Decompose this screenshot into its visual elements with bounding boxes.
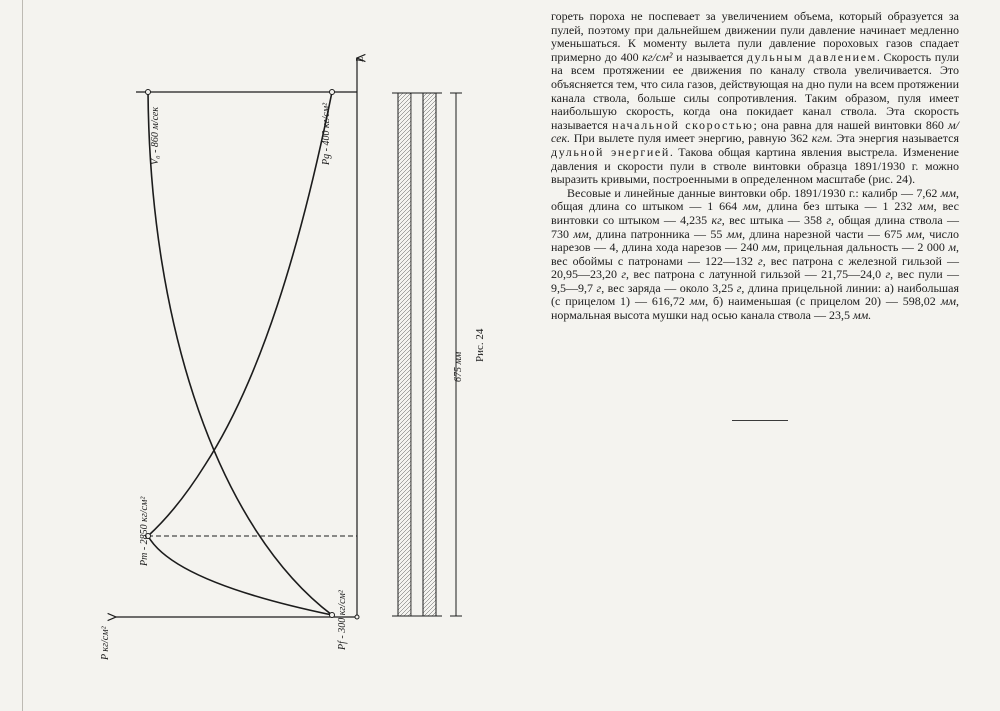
unit-text: мм	[940, 185, 956, 200]
unit-text: м/сек.	[551, 117, 960, 146]
text-run: , вес обоймы с патронами — 122—132	[551, 240, 959, 268]
text-run: Эта энергия называется	[832, 131, 959, 146]
pg-point	[330, 90, 335, 95]
unit-text: г	[885, 267, 891, 282]
l-axis-label: L	[355, 56, 366, 62]
text-run: и называется	[672, 49, 747, 64]
figure-caption: Рис. 24	[474, 328, 486, 362]
paragraph-firing	[551, 10, 959, 187]
unit-text: мм	[689, 294, 706, 309]
unit-text: мм	[906, 226, 922, 241]
spaced-term: дульным давлением	[746, 49, 877, 64]
unit-text: мм	[940, 294, 957, 309]
p-unit-label: P кг/см²	[100, 626, 111, 660]
text-run: гореть пороха не поспевает за увеличением объема, который образуется за пулей, поэтому при дальнейшем движении пули давление начинает медленно уменьшаться. К моменту вылета пули давление пороховых газов спадает примерно до 400	[551, 9, 959, 64]
unit-text: мм.	[852, 308, 872, 323]
pm-label: Pm - 2850 кг/см²	[139, 496, 150, 566]
barrel-bore	[411, 93, 423, 616]
text-run: При вылете пуля имеет энергию, равную 362	[570, 131, 812, 146]
text-run: , длина патронника — 55	[588, 226, 727, 241]
unit-text: кг/см²	[642, 49, 673, 64]
text-run: , вес винтовки со штыком — 4,235	[551, 199, 960, 227]
text-run: ; она равна для нашей винтовки 860	[753, 117, 949, 132]
v0-label: V₀ - 860 м/сек	[150, 107, 161, 165]
text-run: , вес штыка — 358	[721, 212, 827, 227]
barrel-wall-left	[398, 93, 411, 616]
text-run: . Скорость пули на всем протяжении ее движения по каналу ствола увеличивается. Это объясняется тем, что сила газов, действующая на дно пули на всем протяжении канала ствола, больше силы сопротивления. Таким образом, пуля имеет наибольшую скорость, когда она покидает канал ствола. Эта скорость называется	[551, 49, 960, 132]
unit-text: кгм.	[811, 131, 833, 146]
v0-point	[146, 90, 151, 95]
spaced-term: начальной скоростью	[612, 117, 754, 132]
pressure-curve	[148, 92, 332, 615]
text-run: , длина прицельной линии: а) наибольшая (с прицелом 1) — 616,72	[551, 280, 960, 309]
pf-point	[330, 613, 335, 618]
pf-label: Pf - 300 кг/см²	[337, 590, 348, 650]
unit-text: мм	[726, 226, 743, 241]
unit-text: г	[758, 253, 763, 268]
unit-text: мм	[573, 226, 589, 241]
text-run: , нормальная высота мушки над осью канала ствола — 23,5	[551, 294, 960, 323]
text-run: , вес пули — 9,5—9,7	[551, 267, 960, 295]
section-rule	[732, 420, 788, 421]
text-run: , число нарезов — 4, длина хода нарезов — 240	[551, 226, 959, 255]
velocity-curve	[148, 92, 332, 615]
text-run: , общая длина со штыком — 1 664	[551, 185, 959, 214]
text-column	[551, 10, 959, 323]
pg-label: Pg - 400 кг/см²	[321, 102, 332, 165]
axis-origin-point	[355, 615, 359, 619]
paragraph-rifle-specs	[551, 187, 959, 323]
unit-text: мм	[742, 199, 759, 214]
text-run: , длина нарезной части — 675	[742, 226, 907, 241]
text-run: . Такова общая картина явления выстрела. Изменение давления и скорости пули в стволе винтовки образца 1891/1930 г. можно выразить кривыми, построенными в определенном масштабе (рис. 24).	[551, 144, 959, 187]
unit-text: мм	[918, 199, 934, 214]
unit-text: мм	[761, 240, 778, 255]
unit-text: кг	[711, 212, 722, 227]
text-run: , вес патрона с железной гильзой — 20,95—23,20	[551, 253, 959, 282]
unit-text: г	[621, 267, 627, 282]
unit-text: г	[736, 280, 742, 295]
text-run: , вес патрона с латунной гильзой — 21,75—24,0	[626, 267, 886, 282]
text-run: , б) наименьшая (с прицелом 20) — 598,02	[705, 294, 941, 309]
text-run: , длина без штыка — 1 232	[758, 199, 919, 214]
unit-text: г	[596, 280, 602, 295]
dimension-label: 675 мм	[453, 351, 464, 382]
text-run: , вес заряда — около 3,25	[601, 280, 737, 295]
spaced-term: дульной энергией	[551, 144, 670, 159]
unit-text: г	[826, 212, 832, 227]
text-run: , прицельная дальность — 2 000	[777, 240, 949, 255]
unit-text: м	[948, 240, 956, 255]
text-run: Весовые и линейные данные винтовки обр. 1891/1930 г.: калибр — 7,62	[567, 185, 941, 200]
text-run: , общая длина ствола — 730	[551, 212, 959, 241]
barrel-wall-right	[423, 93, 436, 616]
